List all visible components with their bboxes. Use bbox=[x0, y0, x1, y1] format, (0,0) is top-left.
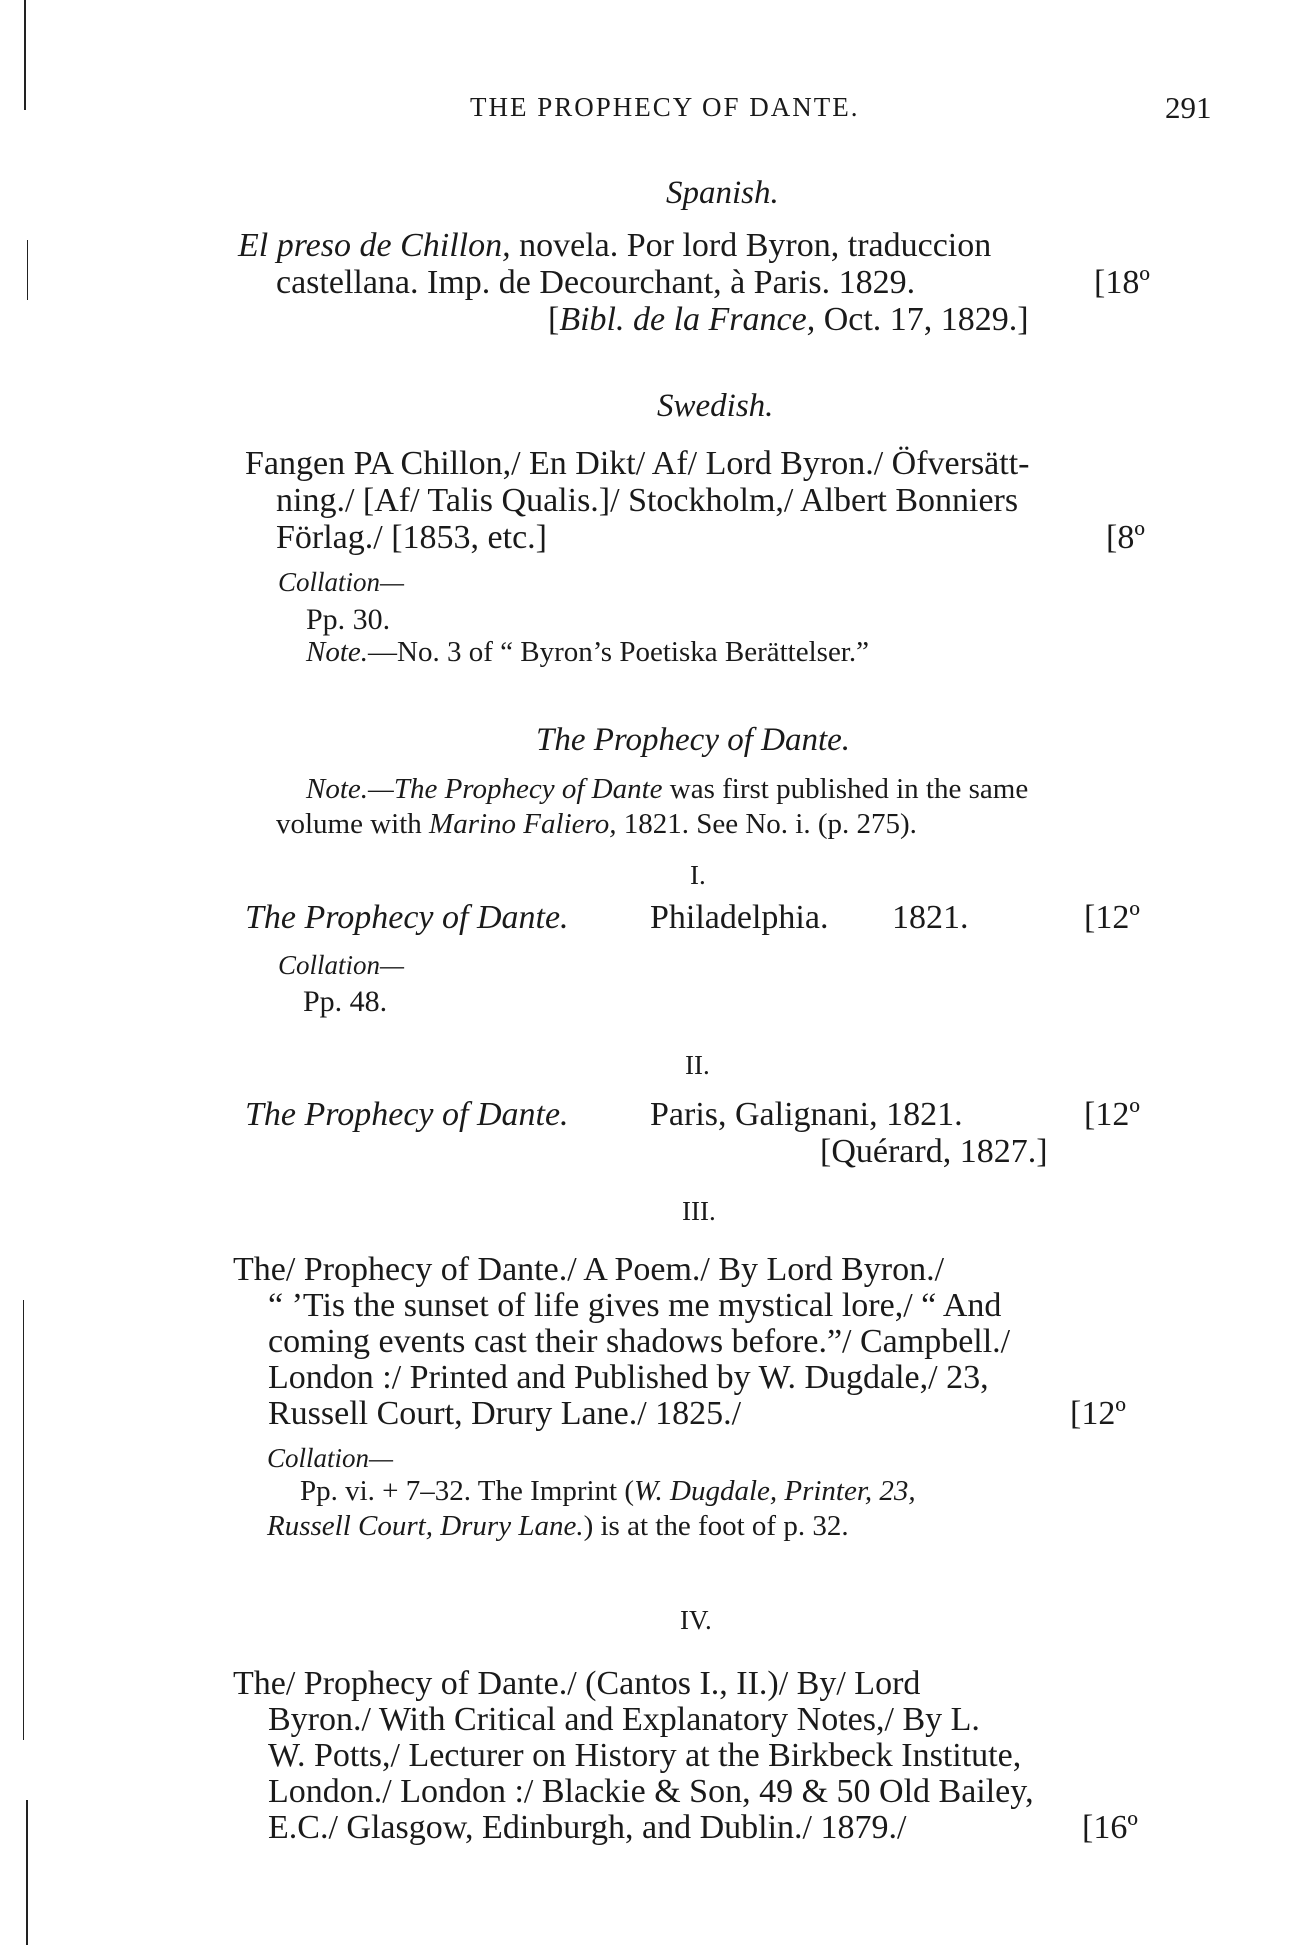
spanish-title: El preso de Chillon, bbox=[238, 227, 511, 264]
entry4-line-5: E.C./ Glasgow, Edinburgh, and Dublin./ 1879./ bbox=[268, 1809, 907, 1846]
spanish-l1-rest: novela. Por lord Byron, traduccion bbox=[510, 227, 992, 264]
entry1-pages: Pp. 48. bbox=[303, 985, 388, 1018]
entry1-title: The Prophecy of Dante. bbox=[245, 899, 569, 936]
entry3-line-3: coming events cast their shadows before.”/ Campbell./ bbox=[268, 1323, 1011, 1360]
entry1-format: [12º bbox=[1084, 899, 1140, 936]
entry-numeral-4: IV. bbox=[680, 1605, 712, 1635]
spanish-entry-line-1 bbox=[238, 228, 991, 264]
spanish-entry-line-3 bbox=[548, 302, 1029, 338]
entry4-line-2: Byron./ With Critical and Explanatory Notes,/ By L. bbox=[268, 1701, 980, 1738]
entry1-place: Philadelphia. bbox=[650, 899, 829, 936]
entry3-pages-line-2 bbox=[267, 1510, 849, 1542]
entry3-pages-a: Pp. vi. + 7–32. The Imprint ( bbox=[300, 1475, 634, 1507]
spanish-bibl-open: [ bbox=[548, 301, 560, 338]
entry3-pages-rest: ) is at the foot of p. 32. bbox=[583, 1510, 849, 1542]
entry2-title: The Prophecy of Dante. bbox=[245, 1096, 569, 1133]
running-header: THE PROPHECY OF DANTE. bbox=[470, 92, 860, 122]
prophecy-note-l2-rest: 1821. See No. i. (p. 275). bbox=[616, 808, 917, 840]
entry-numeral-3: III. bbox=[682, 1196, 716, 1226]
swedish-entry-line-1: Fangen PA Chillon,/ En Dikt/ Af/ Lord Byron./ Öfversätt- bbox=[245, 445, 1030, 482]
page-number: 291 bbox=[1165, 90, 1212, 125]
scan-edge-line bbox=[23, 1300, 24, 1740]
section-heading-spanish: Spanish. bbox=[666, 175, 779, 211]
prophecy-note-l2-a: volume with bbox=[276, 808, 430, 840]
entry3-format: [12º bbox=[1070, 1395, 1126, 1432]
entry1-collation-label: Collation— bbox=[278, 950, 405, 980]
spanish-bibl-date: Oct. 17, 1829.] bbox=[815, 301, 1029, 338]
scan-edge-line bbox=[26, 1800, 28, 1945]
entry-numeral-1: I. bbox=[690, 860, 706, 890]
entry1-year: 1821. bbox=[892, 899, 969, 936]
entry2-format: [12º bbox=[1084, 1096, 1140, 1133]
entry3-pages-line-1 bbox=[300, 1475, 916, 1507]
swedish-note-label: Note. bbox=[306, 636, 369, 668]
entry4-line-4: London./ London :/ Blackie & Son, 49 & 50 Old Bailey, bbox=[268, 1773, 1034, 1810]
entry4-line-1: The/ Prophecy of Dante./ (Cantos I., II.)/ By/ Lord bbox=[233, 1665, 921, 1702]
prophecy-note-line-1 bbox=[306, 773, 1028, 805]
entry3-line-5: Russell Court, Drury Lane./ 1825./ bbox=[268, 1395, 742, 1432]
entry2-reference: [Quérard, 1827.] bbox=[820, 1133, 1048, 1170]
prophecy-note-rest: was first published in the same bbox=[662, 773, 1029, 805]
scan-edge-line bbox=[27, 240, 28, 300]
spanish-bibl-source: Bibl. de la France, bbox=[559, 301, 816, 338]
entry3-line-1: The/ Prophecy of Dante./ A Poem./ By Lord Byron./ bbox=[233, 1251, 945, 1288]
entry3-imprint: W. Dugdale, Printer, 23, bbox=[634, 1475, 916, 1507]
entry4-format: [16º bbox=[1082, 1809, 1138, 1846]
spanish-entry-line-2: castellana. Imp. de Decourchant, à Paris. 1829. bbox=[276, 264, 916, 301]
swedish-entry-line-3: Förlag./ [1853, etc.] bbox=[276, 519, 547, 556]
section-heading-swedish: Swedish. bbox=[657, 388, 774, 424]
prophecy-note-title: The Prophecy of Dante bbox=[393, 773, 663, 805]
prophecy-note-label: Note.— bbox=[306, 773, 394, 805]
entry2-place: Paris, Galignani, 1821. bbox=[650, 1096, 963, 1133]
swedish-collation-label: Collation— bbox=[278, 567, 405, 597]
swedish-note bbox=[306, 636, 869, 668]
swedish-pages: Pp. 30. bbox=[306, 603, 391, 636]
entry4-line-3: W. Potts,/ Lecturer on History at the Birkbeck Institute, bbox=[268, 1737, 1022, 1774]
entry3-line-4: London :/ Printed and Published by W. Dugdale,/ 23, bbox=[268, 1359, 989, 1396]
spanish-format: [18º bbox=[1094, 264, 1150, 301]
entry3-collation-label: Collation— bbox=[267, 1443, 394, 1473]
scan-edge-line bbox=[24, 0, 26, 110]
entry3-line-2: “ ’Tis the sunset of life gives me mystical lore,/ “ And bbox=[268, 1287, 1002, 1324]
swedish-format: [8º bbox=[1106, 519, 1145, 556]
section-heading-prophecy: The Prophecy of Dante. bbox=[536, 722, 851, 758]
prophecy-note-l2-title: Marino Faliero, bbox=[429, 808, 617, 840]
swedish-entry-line-2: ning./ [Af/ Talis Qualis.]/ Stockholm,/ Albert Bonniers bbox=[276, 482, 1019, 519]
entry3-imprint-address: Russell Court, Drury Lane. bbox=[267, 1510, 584, 1542]
prophecy-note-line-2 bbox=[276, 808, 917, 840]
swedish-note-text: —No. 3 of “ Byron’s Poetiska Berättelser.” bbox=[368, 636, 869, 668]
entry-numeral-2: II. bbox=[685, 1050, 710, 1080]
